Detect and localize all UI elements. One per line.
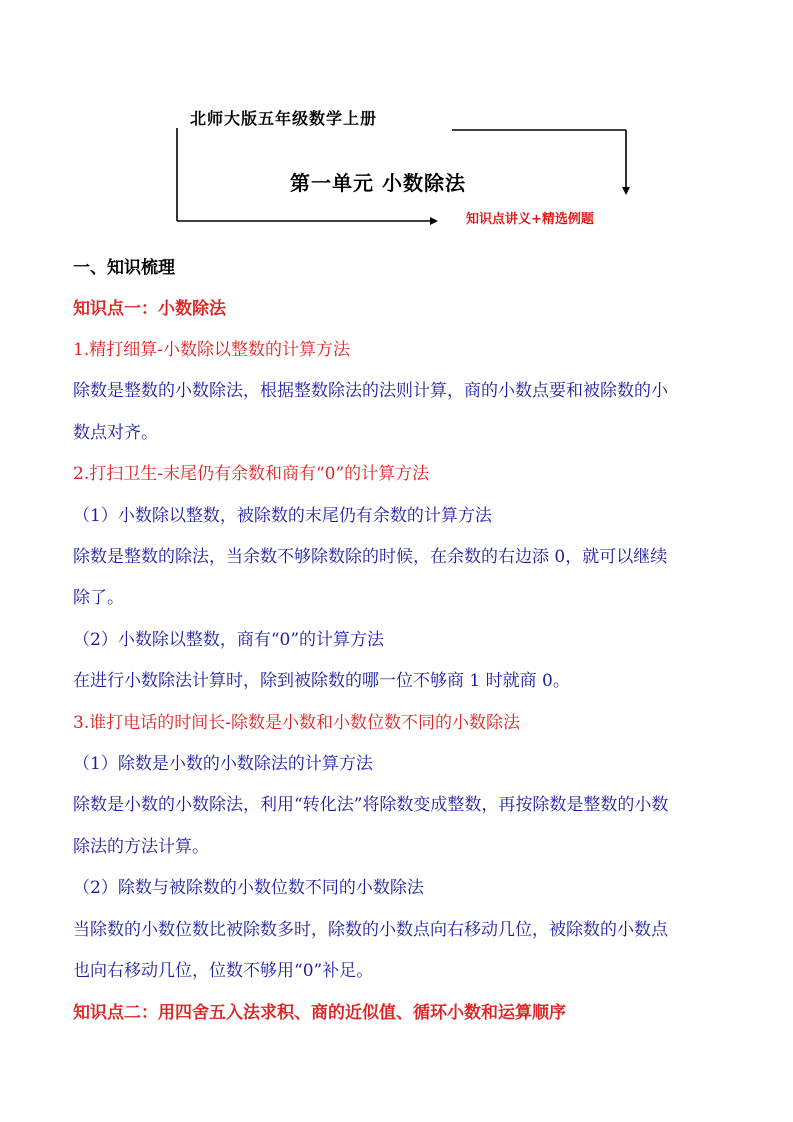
paragraph-line: 除了。 — [73, 588, 124, 608]
paragraph-line: 除法的方法计算。 — [73, 837, 209, 857]
header-frame — [0, 0, 793, 240]
paragraph-line: 当除数的小数位数比被除数多时，除数的小数点向右移动几位，被除数的小数点 — [73, 920, 668, 940]
paragraph-line: 除数是整数的小数除法，根据整数除法的法则计算，商的小数点要和被除数的小 — [73, 381, 668, 401]
paragraph-line: 除数是小数的小数除法，利用“转化法”将除数变成整数，再按除数是整数的小数 — [73, 795, 669, 815]
subtopic-heading: （2）除数与被除数的小数位数不同的小数除法 — [73, 878, 424, 898]
paragraph-line: 除数是整数的除法，当余数不够除数除的时候，在余数的右边添 0，就可以继续 — [73, 547, 668, 567]
handout-subtitle: 知识点讲义+精选例题 — [466, 212, 594, 227]
series-title: 北师大版五年级数学上册 — [190, 109, 378, 128]
topic-2-heading: 2.打扫卫生-末尾仍有余数和商有“0”的计算方法 — [73, 464, 430, 484]
subtopic-heading: （1）除数是小数的小数除法的计算方法 — [73, 754, 373, 774]
paragraph-line: 在进行小数除法计算时，除到被除数的哪一位不够商 1 时就商 0。 — [73, 671, 570, 691]
topic-3-heading: 3.谁打电话的时间长-除数是小数和小数位数不同的小数除法 — [73, 713, 520, 733]
topic-1-heading: 1.精打细算-小数除以整数的计算方法 — [73, 340, 350, 360]
knowledge-point-2-heading: 知识点二：用四舍五入法求积、商的近似值、循环小数和运算顺序 — [73, 1003, 566, 1023]
frame-bottom-arrow-icon — [430, 217, 438, 225]
paragraph-line: 也向右移动几位，位数不够用“0”补足。 — [73, 961, 374, 981]
paragraph-line: 数点对齐。 — [73, 423, 158, 443]
unit-title: 第一单元 小数除法 — [290, 171, 466, 195]
frame-right-arrow-icon — [622, 187, 630, 195]
knowledge-point-1-heading: 知识点一：小数除法 — [73, 299, 226, 319]
subtopic-heading: （2）小数除以整数，商有“0”的计算方法 — [73, 630, 385, 650]
subtopic-heading: （1）小数除以整数，被除数的末尾仍有余数的计算方法 — [73, 506, 492, 526]
section-heading: 一、知识梳理 — [73, 258, 175, 278]
